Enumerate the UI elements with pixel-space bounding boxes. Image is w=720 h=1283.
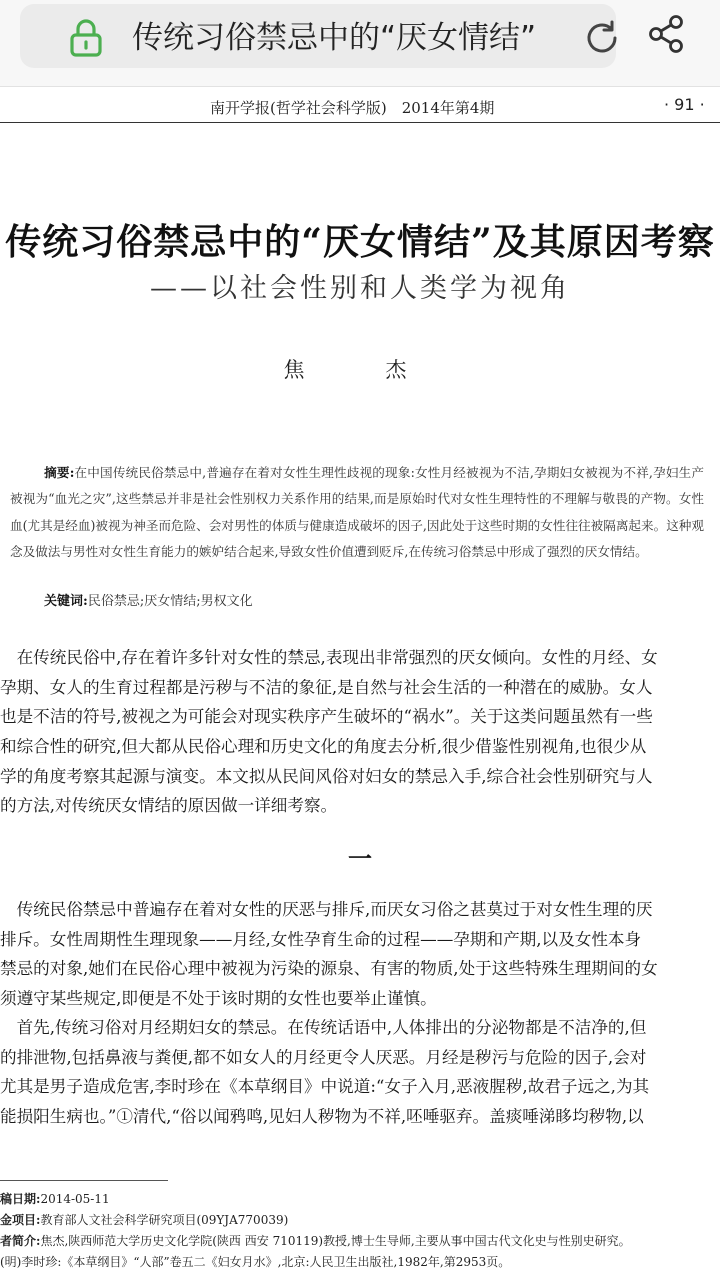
text-line: 也是不洁的符号,被视之为可能会对现实秩序产生破坏的“祸水”。关于这类问题虽然有一些 <box>0 707 653 727</box>
share-icon[interactable] <box>646 13 688 55</box>
keywords-text: 民俗禁忌;厌女情结;男权文化 <box>87 594 253 609</box>
keywords-label: 关键词: <box>44 594 88 609</box>
footnote-received: 稿日期:2014-05-11 <box>0 1192 110 1206</box>
browser-toolbar <box>0 0 720 87</box>
footnote-divider <box>0 1180 168 1181</box>
body-paragraph <box>0 895 720 1014</box>
author-name: 焦 杰 <box>283 358 437 382</box>
footnote-author-bio: 者简介:焦杰,陕西师范大学历史文化学院(陕西 西安 710119)教授,博士生导师,主要从事中国古代文化史与性别史研究。 <box>0 1234 631 1248</box>
text-line: 和综合性的研究,但大都从民俗心理和历史文化的角度去分析,很少借鉴性别视角,也很少从 <box>0 737 647 757</box>
text-line: 须遵守某些规定,即便是不处于该时期的女性也要举止谨慎。 <box>0 989 437 1009</box>
abstract-label: 摘要: <box>44 465 75 480</box>
text-line: 尤其是男子造成危害,李时珍在《本草纲目》中说道:“女子入月,恶液腥秽,故君子远之,为其 <box>0 1077 650 1097</box>
section-heading: 一 <box>348 844 372 873</box>
abstract-text: 在中国传统民俗禁忌中,普遍存在着对女性生理性歧视的现象:女性月经被视为不洁,孕期妇女被视为不祥,孕妇生产被视为“血光之灾”,这些禁忌并非是社会性别权力关系作用的结果,而是原始时代对女性生理特性的不理解与敬畏的产物。女性血(尤其是经血)被视为神圣而危险、会对男性的体质与健康造成破坏的因子,因此处于这些时期的女性往往被隔离起来。这种观念及做法与男性对女性生育能力的嫉妒结合起来,导致女性价值遭到贬斥,在传统习俗禁忌中形成了强烈的厌女情结。 <box>10 465 704 559</box>
text-line: 排斥。女性周期性生理现象——月经,女性孕育生命的过程——孕期和产期,以及女性本身 <box>0 929 642 949</box>
reload-icon[interactable] <box>582 18 622 58</box>
abstract <box>10 460 704 565</box>
text-line: 孕期、女人的生育过程都是污秽与不洁的象征,是自然与社会生活的一种潜在的威胁。女人 <box>0 677 653 697</box>
page-number: · 91 · <box>664 95 705 114</box>
footnote-funding: 金项目:教育部人文社会科学研究项目(09YJA770039) <box>0 1213 289 1227</box>
text-line: 在传统民俗中,存在着许多针对女性的禁忌,表现出非常强烈的厌女倾向。女性的月经、女 <box>0 648 658 667</box>
intro-paragraph <box>0 643 720 821</box>
text-line: 的排泄物,包括鼻液与粪便,都不如女人的月经更令人厌恶。月经是秽污与危险的因子,会对 <box>0 1047 647 1067</box>
text-line: 禁忌的对象,她们在民俗心理中被视为污染的源泉、有害的物质,处于这些特殊生理期间的女 <box>0 959 658 979</box>
lock-icon <box>66 18 106 58</box>
footnotes <box>0 1189 720 1273</box>
text-line: 能损阳生病也。”①清代,“俗以闻鸦鸣,见妇人秽物为不祥,呸唾驱弃。盖痰唾涕眵均秽物,以 <box>0 1107 644 1127</box>
text-line: 传统民俗禁忌中普遍存在着对女性的厌恶与排斥,而厌女习俗之甚莫过于对女性生理的厌 <box>0 900 653 919</box>
text-line: 的方法,对传统厌女情结的原因做一详细考察。 <box>0 796 338 816</box>
text-line: 首先,传统习俗对月经期妇女的禁忌。在传统话语中,人体排出的分泌物都是不洁净的,但 <box>0 1018 647 1037</box>
body-paragraph <box>0 1013 720 1132</box>
keywords <box>44 590 253 609</box>
page-title-in-address-bar[interactable]: 传统习俗禁忌中的“厌女情结” <box>132 20 537 56</box>
text-line: 学的角度考察其起源与演变。本文拟从民间风俗对妇女的禁忌入手,综合社会性别研究与人 <box>0 766 653 786</box>
journal-name: 南开学报(哲学社会科学版) 2014年第4期 <box>210 99 495 117</box>
footnote-citation: (明)李时珍:《本草纲目》“人部”卷五二《妇女月水》,北京:人民卫生出版社,1982年,第2953页。 <box>0 1255 511 1269</box>
article-subtitle: ——以社会性别和人类学为视角 <box>150 273 570 304</box>
article-title: 传统习俗禁忌中的“厌女情结”及其原因考察 <box>5 221 715 263</box>
address-bar[interactable] <box>20 4 616 68</box>
